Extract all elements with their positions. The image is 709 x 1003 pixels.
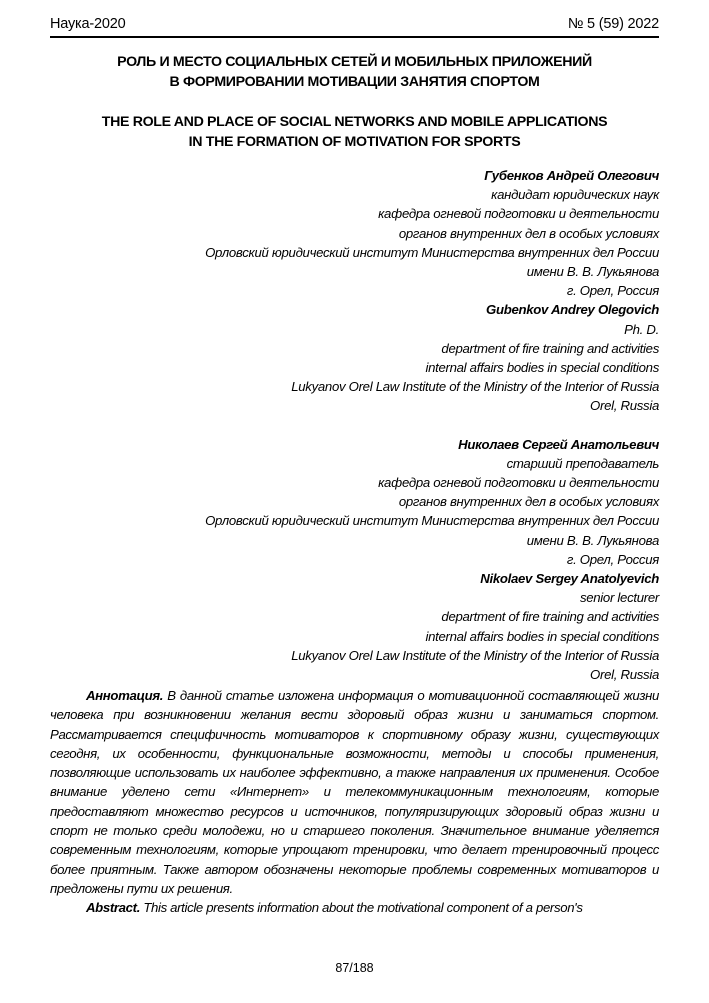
author-2-department-ru: кафедра огневой подготовки и деятельности	[378, 475, 659, 491]
title-ru-line-2: В ФОРМИРОВАНИИ МОТИВАЦИИ ЗАНЯТИЯ СПОРТОМ	[169, 74, 540, 90]
author-1-department-en: department of fire training and activities	[441, 340, 659, 356]
journal-name: Наука-2020	[50, 16, 126, 32]
author-spacer	[59, 416, 659, 435]
author-2-position-ru: старший преподаватель	[506, 455, 659, 471]
title-ru-line-1: РОЛЬ И МЕСТО СОЦИАЛЬНЫХ СЕТЕЙ И МОБИЛЬНЫХ ПРИЛОЖЕНИЙ	[117, 54, 592, 70]
abstract-section	[50, 686, 659, 918]
author-1-degree-ru: кандидат юридических наук	[491, 187, 659, 203]
abstract-en	[50, 898, 659, 917]
author-1-name-en: Gubenkov Andrey Olegovich	[485, 302, 659, 318]
author-2-department-ru-cont: органов внутренних дел в особых условиях	[398, 494, 659, 510]
author-1-institute-ru-cont: имени В. В. Лукьянова	[526, 264, 659, 280]
abstract-en-text: This article presents information about the motivational component of a person's	[140, 900, 583, 916]
author-1-department-ru-cont: органов внутренних дел в особых условиях	[398, 225, 659, 241]
author-1-city-ru: г. Орел, Россия	[566, 283, 659, 299]
title-en-line-1: THE ROLE AND PLACE OF SOCIAL NETWORKS AND MOBILE APPLICATIONS	[101, 114, 608, 130]
abstract-ru	[50, 686, 659, 898]
author-1-degree-en: Ph. D.	[624, 321, 659, 337]
author-2-name-en: Nikolaev Sergey Anatolyevich	[480, 571, 659, 587]
author-1-name-ru: Губенков Андрей Олегович	[484, 168, 659, 183]
abstract-en-label: Abstract.	[86, 900, 141, 916]
author-2-position-en: senior lecturer	[579, 590, 659, 606]
author-2-institute-en: Lukyanov Orel Law Institute of the Ministry of the Interior of Russia	[291, 647, 659, 663]
author-2-city-en: Orel, Russia	[590, 667, 659, 683]
author-2-department-en: department of fire training and activities	[441, 609, 659, 625]
title-en	[40, 112, 669, 152]
author-1-city-en: Orel, Russia	[590, 398, 659, 414]
running-header	[50, 14, 659, 38]
author-2-institute-ru: Орловский юридический институт Министерства внутренних дел России	[205, 513, 659, 529]
abstract-ru-text: В данной статье изложена информация о мотивационной составляющей жизни человека при возникновении желания вести здоровый образ жизни и заниматься спортом. Рассматривается специфичность мотиваторов к спортивному образу жизни, существующих сегодня, их особенности, функциональные возможности, методы и способы применения, позволяющие использовать их наиболее эффективно, а также направления их применения. Особое внимание уделено сети «Интернет» и телекоммуникационным технологиям, которые предоставляют множество ресурсов и источников, популяризирующих здоровый образ жизни и спорт не только среди молодежи, но и старшего поколения. Значительное внимание уделяется современным технологиям, которые упрощают тренировки, что делает тренировочный процесс более приятным. Также автором обозначены некоторые проблемы современных мотиваторов и предложены пути их решения.	[50, 688, 659, 896]
author-1-institute-ru: Орловский юридический институт Министерства внутренних дел России	[205, 244, 659, 260]
author-2-name-ru: Николаев Сергей Анатольевич	[458, 436, 659, 452]
abstract-ru-label: Аннотация.	[86, 688, 164, 703]
author-2-city-ru: г. Орел, Россия	[566, 551, 659, 567]
author-1-department-en-cont: internal affairs bodies in special conditions	[425, 360, 659, 376]
author-1-institute-en: Lukyanov Orel Law Institute of the Ministry of the Interior of Russia	[291, 379, 659, 395]
author-affiliations	[59, 166, 659, 684]
issue-number: № 5 (59) 2022	[567, 16, 659, 32]
title-ru	[40, 52, 669, 92]
title-en-line-2: IN THE FORMATION OF MOTIVATION FOR SPORTS	[188, 134, 521, 150]
page-number: 87/188	[335, 961, 374, 975]
author-1-department-ru: кафедра огневой подготовки и деятельности	[378, 206, 659, 222]
author-2-institute-ru-cont: имени В. В. Лукьянова	[526, 532, 659, 548]
author-2-department-en-cont: internal affairs bodies in special conditions	[425, 628, 659, 644]
